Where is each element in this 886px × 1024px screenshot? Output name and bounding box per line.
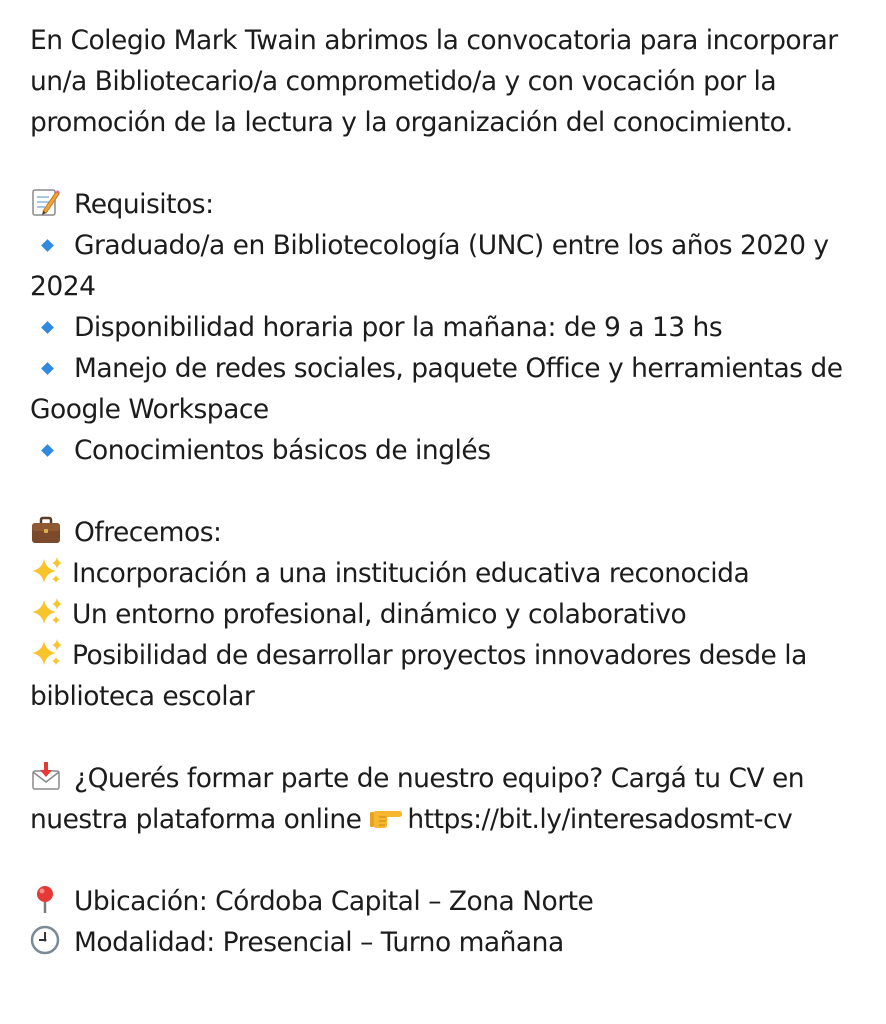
requisitos-heading-text: Requisitos:	[74, 189, 214, 220]
requisito-item-text: Disponibilidad horaria por la mañana: de 9 a 13 hs	[74, 312, 723, 343]
requisito-item	[30, 307, 856, 348]
blue-diamond-icon	[30, 225, 64, 266]
envelope-with-arrow-icon	[30, 761, 64, 791]
spacer	[30, 143, 856, 184]
spacer	[30, 471, 856, 512]
memo-icon	[30, 187, 64, 217]
blue-diamond-icon	[30, 348, 64, 389]
ofrecemos-item	[30, 553, 856, 594]
cta-text: ¿Querés formar parte de nuestro equipo? Cargá tu CV en nuestra plataforma online	[30, 763, 805, 835]
sparkles-icon	[30, 596, 66, 628]
sparkles-icon	[30, 637, 66, 669]
requisito-item-text: Conocimientos básicos de inglés	[74, 435, 491, 466]
spacer	[30, 840, 856, 881]
modalidad-line	[30, 922, 856, 963]
cta-paragraph	[30, 758, 856, 840]
ubicacion-text: Ubicación: Córdoba Capital – Zona Norte	[74, 886, 594, 917]
clock-icon	[30, 925, 64, 955]
cv-link[interactable]: https://bit.ly/interesadosmt-cv	[407, 804, 793, 835]
ofrecemos-item	[30, 635, 856, 717]
ubicacion-line	[30, 881, 856, 922]
blue-diamond-icon	[30, 430, 64, 471]
ofrecemos-item	[30, 594, 856, 635]
ofrecemos-item-text: Un entorno profesional, dinámico y colaborativo	[72, 599, 687, 630]
requisito-item	[30, 348, 856, 430]
spacer	[30, 717, 856, 758]
modalidad-text: Modalidad: Presencial – Turno mañana	[74, 927, 564, 958]
location-pin-icon	[30, 884, 64, 914]
intro-paragraph: En Colegio Mark Twain abrimos la convocatoria para incorporar un/a Bibliotecario/a comprometido/a y con vocación por la promoción de la lectura y la organización del conocimiento.	[30, 25, 838, 138]
requisito-item	[30, 430, 856, 471]
requisito-item-text: Graduado/a en Bibliotecología (UNC) entre los años 2020 y 2024	[30, 230, 829, 302]
requisito-item-text: Manejo de redes sociales, paquete Office y herramientas de Google Workspace	[30, 353, 843, 425]
ofrecemos-heading	[30, 512, 856, 553]
blue-diamond-icon	[30, 307, 64, 348]
briefcase-icon	[30, 515, 64, 545]
job-post	[30, 20, 856, 963]
ofrecemos-heading-text: Ofrecemos:	[74, 517, 222, 548]
requisito-item	[30, 225, 856, 307]
pointing-hand-icon	[369, 802, 403, 832]
ofrecemos-item-text: Posibilidad de desarrollar proyectos innovadores desde la biblioteca escolar	[30, 640, 807, 712]
sparkles-icon	[30, 555, 66, 587]
requisitos-heading	[30, 184, 856, 225]
ofrecemos-item-text: Incorporación a una institución educativa reconocida	[72, 558, 750, 589]
